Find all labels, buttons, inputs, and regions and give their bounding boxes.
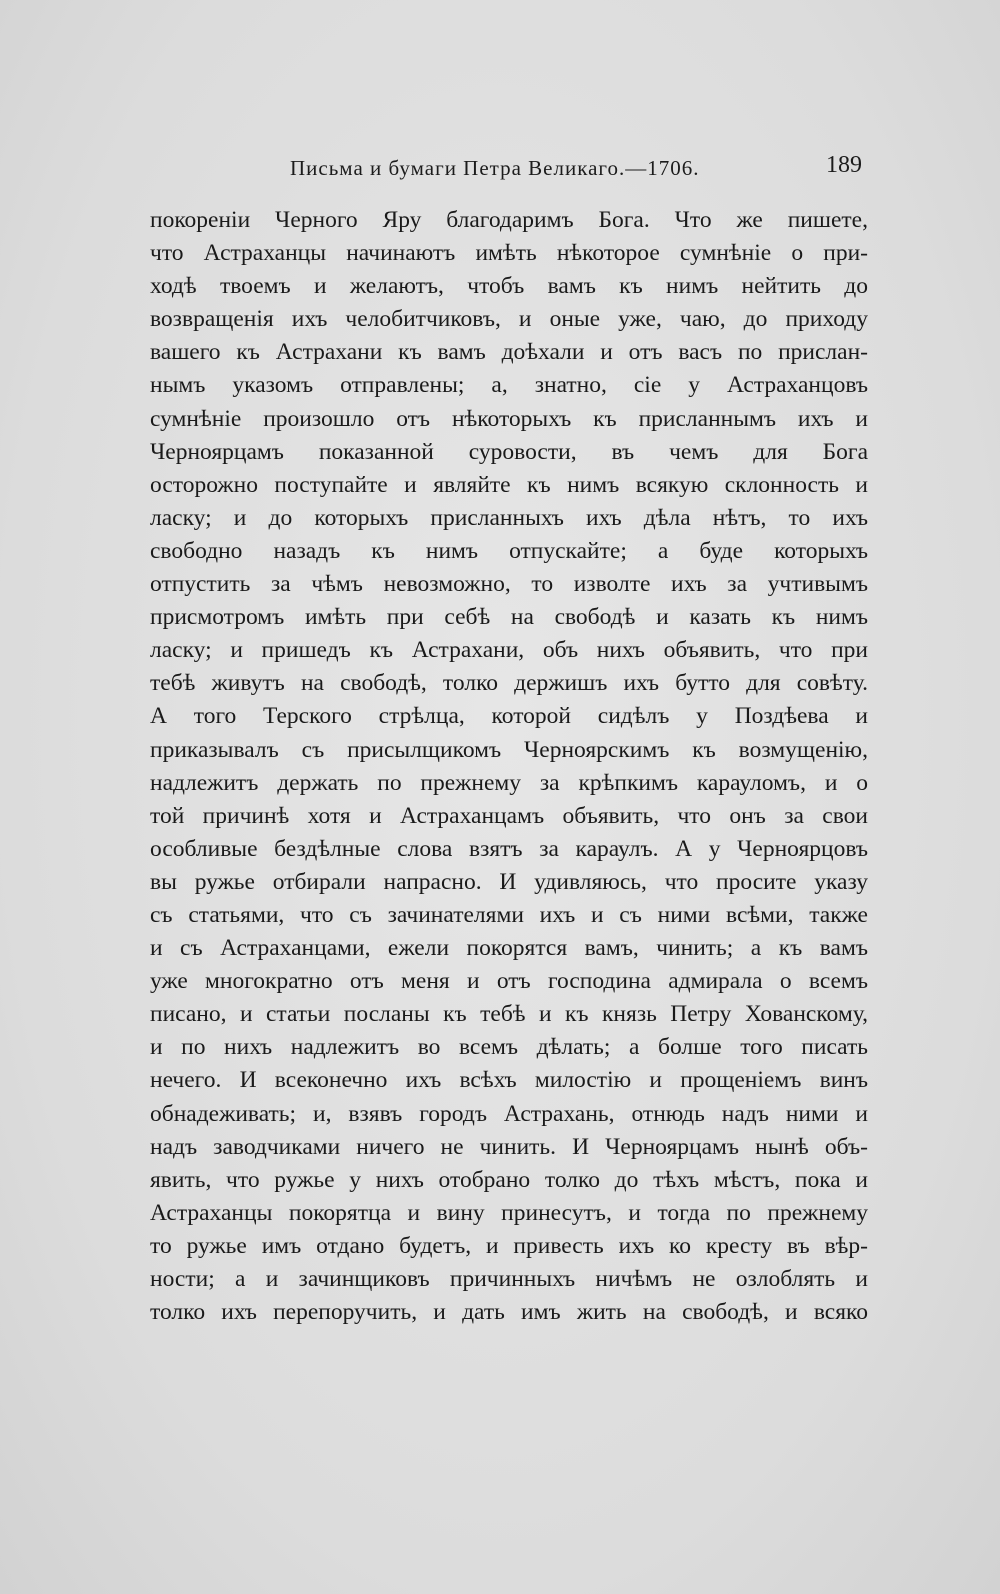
text-line: нечего. И всеконечно ихъ всѣхъ милостію и прощеніемъ винъ <box>150 1067 868 1094</box>
text-line: А того Терского стрѣлца, которой сидѣлъ у Поздѣева и <box>150 703 868 730</box>
text-line: и по нихъ надлежитъ во всемъ дѣлать; а болше того писать <box>150 1034 868 1061</box>
text-line: свободно назадъ къ нимъ отпускайте; а буде которыхъ <box>150 537 868 564</box>
text-line: ласку; и до которыхъ присланныхъ ихъ дѣла нѣтъ, то ихъ <box>150 504 868 531</box>
text-line: надъ заводчиками ничего не чинить. И Черноярцамъ нынѣ объ- <box>150 1133 868 1160</box>
text-line: явить, что ружье у нихъ отобрано толко до тѣхъ мѣстъ, пока и <box>150 1166 868 1193</box>
text-line: сумнѣніе произошло отъ нѣкоторыхъ къ присланнымъ ихъ и <box>150 405 868 432</box>
running-head <box>150 152 868 188</box>
text-line: присмотромъ имѣть при себѣ на свободѣ и казать къ нимъ <box>150 604 868 631</box>
text-line: вы ружье отбирали напрасно. И удивляюсь, что просите указу <box>150 868 868 895</box>
text-line: обнадеживать; и, взявъ городъ Астрахань, отнюдь надъ ними и <box>150 1100 868 1127</box>
text-line: тебѣ живутъ на свободѣ, толко держишъ ихъ бутто для совѣту. <box>150 670 868 697</box>
text-line: покореніи Черного Яру благодаримъ Бога. Что же пишете, <box>150 207 868 233</box>
text-line: ласку; и пришедъ къ Астрахани, объ нихъ объявить, что при <box>150 637 868 664</box>
running-title: Письма и бумаги Петра Великаго.—1706. <box>290 156 700 180</box>
text-line: ходѣ твоемъ и желаютъ, чтобъ вамъ къ нимъ нейтить до <box>150 273 868 300</box>
text-line: осторожно поступайте и являйте къ нимъ всякую склонность и <box>150 471 868 498</box>
text-line: нымъ указомъ отправлены; а, знатно, сіе у Астраханцовъ <box>150 372 868 399</box>
text-line: надлежитъ держать по прежнему за крѣпкимъ карауломъ, и о <box>150 769 868 796</box>
text-line: съ статьями, что съ зачинателями ихъ и съ ними всѣми, также <box>150 901 868 928</box>
text-line: то ружье имъ отдано будетъ, и привесть ихъ ко кресту въ вѣр- <box>150 1232 868 1259</box>
text-line: Черноярцамъ показанной суровости, въ чемъ для Бога <box>150 438 868 465</box>
text-line: приказывалъ съ присылщикомъ Черноярскимъ къ возмущенію, <box>150 736 868 763</box>
text-line: и съ Астраханцами, ежели покорятся вамъ, чинить; а къ вамъ <box>150 935 868 962</box>
page-number: 189 <box>826 152 862 178</box>
text-line: той причинѣ хотя и Астраханцамъ объявить, что онъ за свои <box>150 802 868 829</box>
text-line: возвращенія ихъ челобитчиковъ, и оные уже, чаю, до приходу <box>150 306 868 333</box>
text-line: писано, и статьи посланы къ тебѣ и къ князь Петру Хованскому, <box>150 1001 868 1028</box>
text-line: что Астраханцы начинаютъ имѣть нѣкоторое сумнѣніе о при- <box>150 240 868 267</box>
text-line: отпустить за чѣмъ невозможно, то изволте ихъ за учтивымъ <box>150 571 868 598</box>
text-line: вашего къ Астрахани къ вамъ доѣхали и отъ васъ по прислан- <box>150 339 868 366</box>
text-line: уже многократно отъ меня и отъ господина адмирала о всемъ <box>150 968 868 995</box>
text-line: особливые бездѣлные слова взятъ за караулъ. А у Черноярцовъ <box>150 835 868 862</box>
text-line: ности; а и зачинщиковъ причинныхъ ничѣмъ не озлоблять и <box>150 1266 868 1292</box>
body-text <box>150 204 868 1329</box>
text-line: толко ихъ перепоручить, и дать имъ жить на свободѣ, и всяко <box>150 1299 868 1326</box>
text-line: Астраханцы покорятца и вину принесутъ, и тогда по прежнему <box>150 1199 868 1226</box>
